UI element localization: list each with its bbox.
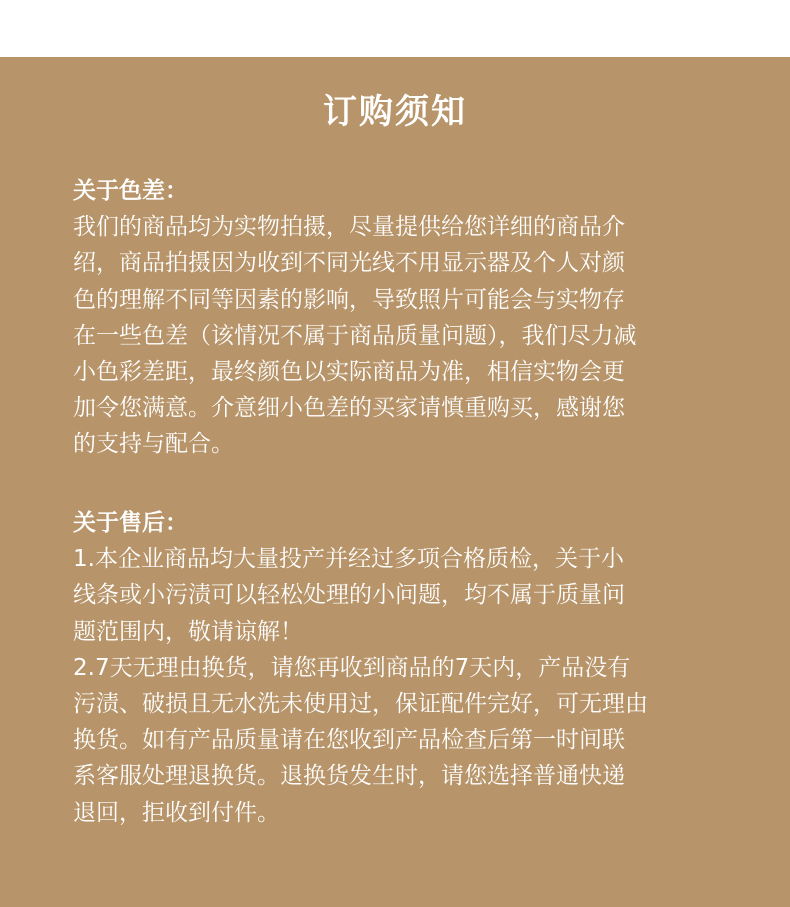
text-line: 在一些色差（该情况不属于商品质量问题），我们尽力减 xyxy=(73,322,637,349)
color-difference-heading: 关于色差： xyxy=(73,178,188,204)
text-line: 题范围内，敬请谅解！ xyxy=(73,618,303,645)
color-difference-paragraph xyxy=(73,209,733,462)
text-line: 的支持与配合。 xyxy=(73,431,234,458)
text-line: 1.本企业商品均大量投产并经过多项合格质检，关于小 xyxy=(73,546,624,573)
after-sales-item-1 xyxy=(73,541,733,650)
text-line: 色的理解不同等因素的影响，导致照片可能会与实物存 xyxy=(73,286,625,313)
text-line: 绍，商品拍摄因为收到不同光线不用显示器及个人对颜 xyxy=(73,250,625,277)
text-line: 2.7天无理由换货，请您再收到商品的7天内，产品没有 xyxy=(73,654,631,681)
text-line: 系客服处理退换货。退换货发生时，请您选择普通快递 xyxy=(73,763,625,790)
top-blank-strip xyxy=(0,0,790,57)
text-line: 加令您满意。介意细小色差的买家请慎重购买，感谢您 xyxy=(73,395,625,422)
text-line: 退回，拒收到付件。 xyxy=(73,799,280,826)
text-line: 线条或小污渍可以轻松处理的小问题，均不属于质量问 xyxy=(73,582,625,609)
text-line: 我们的商品均为实物拍摄，尽量提供给您详细的商品介 xyxy=(73,214,625,241)
text-line: 污渍、破损且无水洗未使用过，保证配件完好，可无理由 xyxy=(73,691,648,718)
text-line: 换货。如有产品质量请在您收到产品检查后第一时间联 xyxy=(73,727,625,754)
page-title: 订购须知 xyxy=(323,92,467,132)
after-sales-section xyxy=(73,505,733,831)
color-difference-section xyxy=(73,173,733,463)
notice-panel xyxy=(0,57,790,907)
after-sales-heading: 关于售后： xyxy=(73,510,188,536)
after-sales-item-2 xyxy=(73,650,733,831)
text-line: 小色彩差距，最终颜色以实际商品为准，相信实物会更 xyxy=(73,359,625,386)
